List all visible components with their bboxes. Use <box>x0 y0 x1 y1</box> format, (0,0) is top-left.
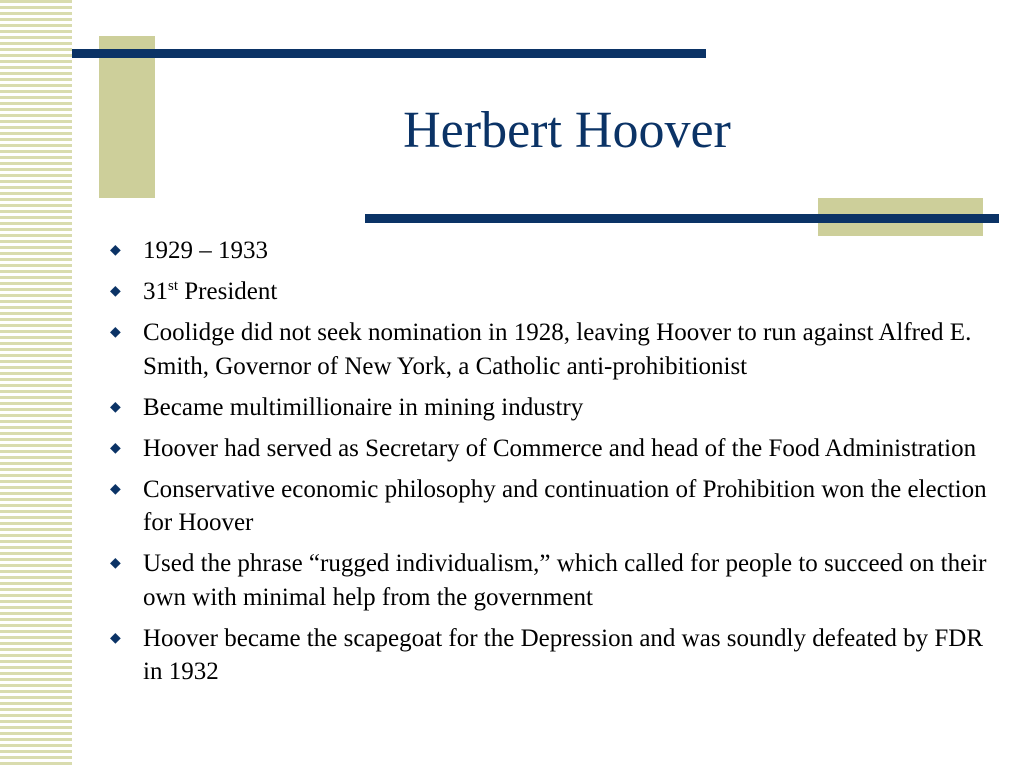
bullet-list <box>108 234 988 696</box>
bullet-item-philosophy <box>108 473 988 540</box>
bullet-text: 1929 – 1933 <box>143 237 268 264</box>
bullet-item-commerce <box>108 432 988 466</box>
bullet-text: Coolidge did not seek nomination in 1928, leaving Hoover to run against Alfred E. Smith, Governor of New York, a Catholic anti-prohibitionist <box>143 319 972 380</box>
bullet-item-scapegoat <box>108 622 988 689</box>
bullet-text: Became multimillionaire in mining industry <box>143 393 584 421</box>
bullet-item-mining <box>108 391 988 425</box>
title-rule-bottom <box>365 214 999 223</box>
diamond-bullet-icon <box>110 432 121 466</box>
diamond-bullet-icon <box>110 622 121 656</box>
slide-title: Herbert Hoover <box>403 102 731 159</box>
diamond-bullet-icon <box>110 275 121 309</box>
bullet-item-individualism <box>108 547 988 614</box>
diamond-bullet-icon <box>110 547 121 581</box>
title-rule-top <box>72 49 706 58</box>
bullet-text-ordinal-suffix: st <box>168 278 179 294</box>
bullet-item-years <box>108 234 988 268</box>
diamond-bullet-icon <box>110 234 121 268</box>
bullet-text-rest: President <box>178 278 278 305</box>
bullet-text: Hoover had served as Secretary of Commerce and head of the Food Administration <box>143 434 977 462</box>
diamond-bullet-icon <box>110 316 121 350</box>
bullet-item-nomination <box>108 316 988 383</box>
diamond-bullet-icon <box>110 473 121 507</box>
bullet-text-number: 31 <box>143 278 168 305</box>
bullet-item-president-number <box>108 275 988 309</box>
bullet-text: Hoover became the scapegoat for the Depression and was soundly defeated by FDR in 1932 <box>143 624 984 685</box>
bullet-text: Used the phrase “rugged individualism,” which called for people to succeed on their own with minimal help from the government <box>143 550 987 611</box>
bullet-text: Conservative economic philosophy and continuation of Prohibition won the election for Hoover <box>143 475 987 536</box>
diamond-bullet-icon <box>110 391 121 425</box>
